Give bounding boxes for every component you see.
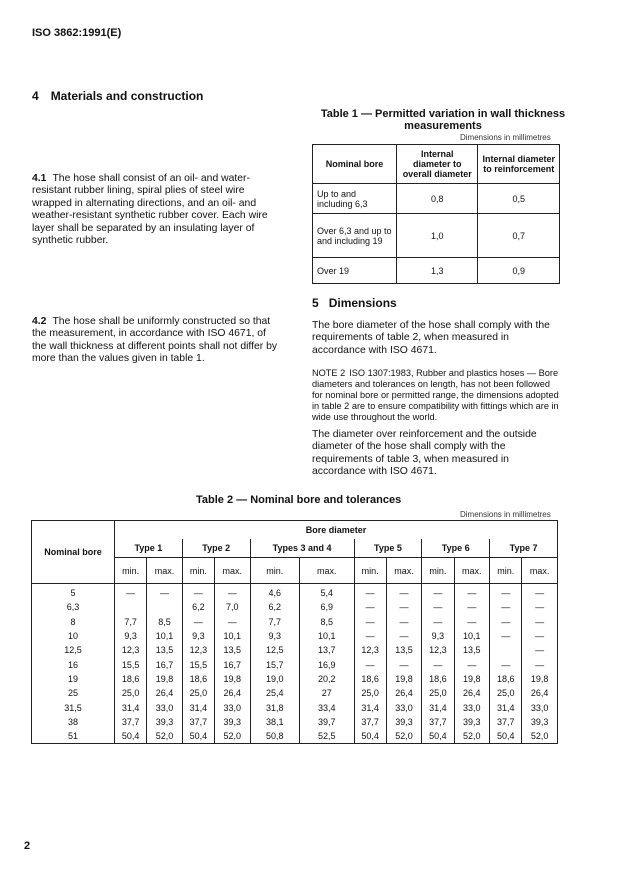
table-cell: 16,7	[214, 657, 250, 671]
table-cell: 52,0	[147, 729, 183, 744]
type-header: Type 1	[115, 539, 183, 558]
table-cell: —	[386, 584, 422, 601]
table-cell: 12,5	[250, 643, 299, 657]
table-cell: 19,0	[250, 672, 299, 686]
table-header-cell: Internal diameter to reinforcement	[478, 145, 560, 184]
table-cell: 12,5	[32, 643, 115, 657]
table-2-caption: Table 2 — Nominal bore and tolerances	[196, 494, 402, 506]
table-cell: 12,3	[182, 643, 214, 657]
table-cell: 37,7	[115, 715, 147, 729]
table-cell: —	[422, 584, 454, 601]
table-cell: 10,1	[147, 629, 183, 643]
clause-text: The hose shall be uniformly constructed so that the measurement, in accordance with ISO 4671, of the wall thickness at different points shall not differ by more than the values given in table 1.	[32, 316, 278, 365]
table-row	[313, 184, 560, 214]
table-1-units: Dimensions in millimetres	[460, 133, 551, 142]
table-cell: 39,7	[299, 715, 354, 729]
table-cell: —	[454, 600, 490, 614]
table-cell: —	[386, 629, 422, 643]
table-cell: —	[454, 584, 490, 601]
table-row	[32, 600, 558, 614]
table-cell: 6,2	[250, 600, 299, 614]
table-cell: 12,3	[422, 643, 454, 657]
table-cell: 7,7	[115, 615, 147, 629]
min-header: min.	[422, 558, 454, 584]
type-header: Type 6	[422, 539, 490, 558]
table-1	[312, 144, 560, 284]
table-cell: 6,2	[182, 600, 214, 614]
table-cell: —	[422, 615, 454, 629]
table-cell: 19,8	[214, 672, 250, 686]
table-cell: —	[354, 657, 386, 671]
table-2	[31, 520, 558, 744]
table-cell: 9,3	[115, 629, 147, 643]
clause-4-1	[32, 173, 282, 247]
table-cell: —	[115, 584, 147, 601]
bore-diameter-header: Bore diameter	[115, 521, 558, 540]
table-cell: 39,3	[454, 715, 490, 729]
table-row	[32, 584, 558, 601]
table-cell: 25	[32, 686, 115, 700]
table-cell: 10,1	[454, 629, 490, 643]
table-cell: —	[522, 584, 558, 601]
table-row	[32, 715, 558, 729]
section-title: Dimensions	[328, 296, 397, 310]
table-cell: Over 19	[313, 258, 397, 284]
table-1-caption: Table 1 — Permitted variation in wall thickness measurements	[320, 108, 566, 132]
table-cell: —	[386, 600, 422, 614]
table-row	[313, 258, 560, 284]
table-cell: —	[386, 657, 422, 671]
table-cell: 16	[32, 657, 115, 671]
table-header-row	[32, 521, 558, 540]
clause-4-2	[32, 316, 282, 366]
table-cell	[115, 600, 147, 614]
clause-number: 4.2	[32, 316, 47, 327]
table-cell: 52,0	[214, 729, 250, 744]
table-cell: 52,0	[454, 729, 490, 744]
table-cell: —	[522, 657, 558, 671]
table-cell: 18,6	[490, 672, 522, 686]
table-cell: —	[422, 657, 454, 671]
type-header: Type 2	[182, 539, 250, 558]
table-cell: 39,3	[522, 715, 558, 729]
table-header-cell: Nominal bore	[313, 145, 397, 184]
table-header-cell: Internal diameter to overall diameter	[396, 145, 478, 184]
table-cell: 16,9	[299, 657, 354, 671]
table-cell: 25,4	[250, 686, 299, 700]
table-cell: 4,6	[250, 584, 299, 601]
table-cell: 25,0	[182, 686, 214, 700]
table-cell: Over 6,3 and up to and including 19	[313, 214, 397, 258]
table-cell: 13,5	[147, 643, 183, 657]
table-cell: 7,0	[214, 600, 250, 614]
section-number: 5	[312, 296, 319, 310]
table-cell: —	[522, 600, 558, 614]
table-cell: 18,6	[354, 672, 386, 686]
table-cell: 38,1	[250, 715, 299, 729]
table-cell: 33,0	[386, 700, 422, 714]
table-cell: 37,7	[182, 715, 214, 729]
table-cell: 26,4	[214, 686, 250, 700]
table-cell: 9,3	[250, 629, 299, 643]
table-cell: 50,4	[422, 729, 454, 744]
table-cell	[490, 643, 522, 657]
table-cell: 16,7	[147, 657, 183, 671]
table-cell: 50,4	[354, 729, 386, 744]
table-row	[32, 629, 558, 643]
type-header: Type 7	[490, 539, 558, 558]
table-cell	[147, 600, 183, 614]
type-header: Types 3 and 4	[250, 539, 354, 558]
table-cell: —	[422, 600, 454, 614]
table-cell: —	[182, 584, 214, 601]
document-id: ISO 3862:1991(E)	[32, 27, 122, 39]
table-cell: 26,4	[386, 686, 422, 700]
table-cell: 15,7	[250, 657, 299, 671]
table-cell: —	[490, 584, 522, 601]
table-cell: 5	[32, 584, 115, 601]
table-cell: 31,4	[354, 700, 386, 714]
table-cell: 18,6	[182, 672, 214, 686]
table-cell: 37,7	[354, 715, 386, 729]
table-cell: 38	[32, 715, 115, 729]
note-text: ISO 1307:1983, Rubber and plastics hoses — Bore diameters and tolerances on length, has not been followed for nominal bore or permitted range, the dimensions adopted in table 2 are to ensure compatibility with fittings which are in wide use throughout the world.	[312, 368, 559, 422]
table-cell: —	[147, 584, 183, 601]
table-cell: 15,5	[115, 657, 147, 671]
table-cell: 50,8	[250, 729, 299, 744]
page-number: 2	[24, 840, 31, 852]
note-2	[312, 368, 562, 423]
note-label: NOTE 2	[312, 368, 346, 378]
table-cell: 12,3	[115, 643, 147, 657]
table-cell: 1,0	[396, 214, 478, 258]
min-header: min.	[182, 558, 214, 584]
table-cell: 31,4	[422, 700, 454, 714]
nominal-bore-header: Nominal bore	[32, 521, 115, 584]
max-header: max.	[522, 558, 558, 584]
table-cell: 9,3	[422, 629, 454, 643]
table-cell: 19,8	[386, 672, 422, 686]
table-cell: —	[386, 615, 422, 629]
table-cell: 26,4	[454, 686, 490, 700]
clause-text: The hose shall consist of an oil- and water-resistant rubber lining, spiral plies of steel wire wrapped in alternating directions, and an oil- and weather-resistant synthetic rubber cover. Each wire layer shall be separated by an insulating layer of synthetic rubber.	[32, 173, 268, 247]
table-cell: 31,5	[32, 700, 115, 714]
table-2-units: Dimensions in millimetres	[460, 510, 551, 519]
table-cell: 1,3	[396, 258, 478, 284]
table-cell: 12,3	[354, 643, 386, 657]
table-cell: 13,5	[214, 643, 250, 657]
table-cell: 8,5	[147, 615, 183, 629]
table-cell: 9,3	[182, 629, 214, 643]
table-cell: —	[354, 629, 386, 643]
table-cell: —	[214, 584, 250, 601]
table-cell: 33,4	[299, 700, 354, 714]
table-cell: —	[490, 600, 522, 614]
table-cell: 18,6	[422, 672, 454, 686]
table-cell: 37,7	[490, 715, 522, 729]
table-cell: —	[522, 615, 558, 629]
table-cell: 7,7	[250, 615, 299, 629]
table-cell: 6,9	[299, 600, 354, 614]
table-cell: 0,9	[478, 258, 560, 284]
table-cell: 25,0	[490, 686, 522, 700]
table-row	[313, 214, 560, 258]
table-cell: —	[490, 615, 522, 629]
table-cell: 25,0	[422, 686, 454, 700]
section-5-paragraph-2: The diameter over reinforcement and the outside diameter of the hose shall comply with the requirements of table 3, when measured in accordance with ISO 4671.	[312, 429, 537, 478]
section-5-paragraph-1: The bore diameter of the hose shall comply with the requirements of table 2, when measured in accordance with ISO 4671.	[312, 320, 550, 356]
min-header: min.	[490, 558, 522, 584]
table-cell: 39,3	[386, 715, 422, 729]
table-cell: 6,3	[32, 600, 115, 614]
table-row	[32, 615, 558, 629]
table-cell: 31,4	[115, 700, 147, 714]
table-cell: 18,6	[115, 672, 147, 686]
max-header: max.	[214, 558, 250, 584]
table-cell: 10,1	[214, 629, 250, 643]
table-row	[32, 686, 558, 700]
table-cell: 31,4	[490, 700, 522, 714]
clause-number: 4.1	[32, 173, 47, 184]
table-cell: 10,1	[299, 629, 354, 643]
table-cell: 13,5	[454, 643, 490, 657]
table-cell: 33,0	[214, 700, 250, 714]
table-cell: —	[522, 643, 558, 657]
table-cell: 0,8	[396, 184, 478, 214]
table-cell: 52,0	[386, 729, 422, 744]
table-cell: 5,4	[299, 584, 354, 601]
min-header: min.	[115, 558, 147, 584]
table-cell: 50,4	[182, 729, 214, 744]
table-cell: —	[182, 615, 214, 629]
table-cell: 33,0	[522, 700, 558, 714]
table-cell: 19,8	[522, 672, 558, 686]
table-header-row	[313, 145, 560, 184]
table-cell: 0,5	[478, 184, 560, 214]
table-cell: 37,7	[422, 715, 454, 729]
table-cell: 33,0	[454, 700, 490, 714]
table-cell: 20,2	[299, 672, 354, 686]
table-cell: 50,4	[115, 729, 147, 744]
table-cell: 31,4	[182, 700, 214, 714]
table-cell: 8	[32, 615, 115, 629]
table-cell: 50,4	[490, 729, 522, 744]
table-cell: —	[354, 600, 386, 614]
table-cell: —	[454, 615, 490, 629]
table-cell: 19	[32, 672, 115, 686]
table-row	[32, 643, 558, 657]
table-cell: —	[214, 615, 250, 629]
type-header: Type 5	[354, 539, 422, 558]
max-header: max.	[454, 558, 490, 584]
table-cell: 26,4	[147, 686, 183, 700]
max-header: max.	[147, 558, 183, 584]
table-cell: 26,4	[522, 686, 558, 700]
table-cell: Up to and including 6,3	[313, 184, 397, 214]
table-cell: 33,0	[147, 700, 183, 714]
table-cell: 27	[299, 686, 354, 700]
min-header: min.	[250, 558, 299, 584]
max-header: max.	[386, 558, 422, 584]
section-number: 4	[32, 89, 39, 103]
table-cell: 13,5	[386, 643, 422, 657]
table-cell: —	[354, 615, 386, 629]
table-cell: 52,0	[522, 729, 558, 744]
table-cell: 19,8	[454, 672, 490, 686]
table-cell: 0,7	[478, 214, 560, 258]
table-cell: 8,5	[299, 615, 354, 629]
table-cell: —	[354, 584, 386, 601]
table-cell: 39,3	[214, 715, 250, 729]
max-header: max.	[299, 558, 354, 584]
table-cell: 19,8	[147, 672, 183, 686]
table-cell: 10	[32, 629, 115, 643]
table-cell: 51	[32, 729, 115, 744]
table-row	[32, 700, 558, 714]
min-header: min.	[354, 558, 386, 584]
section-title: Materials and construction	[50, 89, 204, 103]
table-cell: 39,3	[147, 715, 183, 729]
table-cell: 15,5	[182, 657, 214, 671]
table-cell: —	[490, 629, 522, 643]
table-row	[32, 729, 558, 744]
table-cell: 52,5	[299, 729, 354, 744]
table-cell: 25,0	[115, 686, 147, 700]
table-cell: —	[490, 657, 522, 671]
table-cell: —	[454, 657, 490, 671]
table-row	[32, 672, 558, 686]
section-5-heading	[312, 296, 397, 310]
section-4-heading	[32, 89, 203, 103]
table-cell: 31,8	[250, 700, 299, 714]
table-cell: 13,7	[299, 643, 354, 657]
table-row	[32, 657, 558, 671]
table-cell: —	[522, 629, 558, 643]
table-cell: 25,0	[354, 686, 386, 700]
